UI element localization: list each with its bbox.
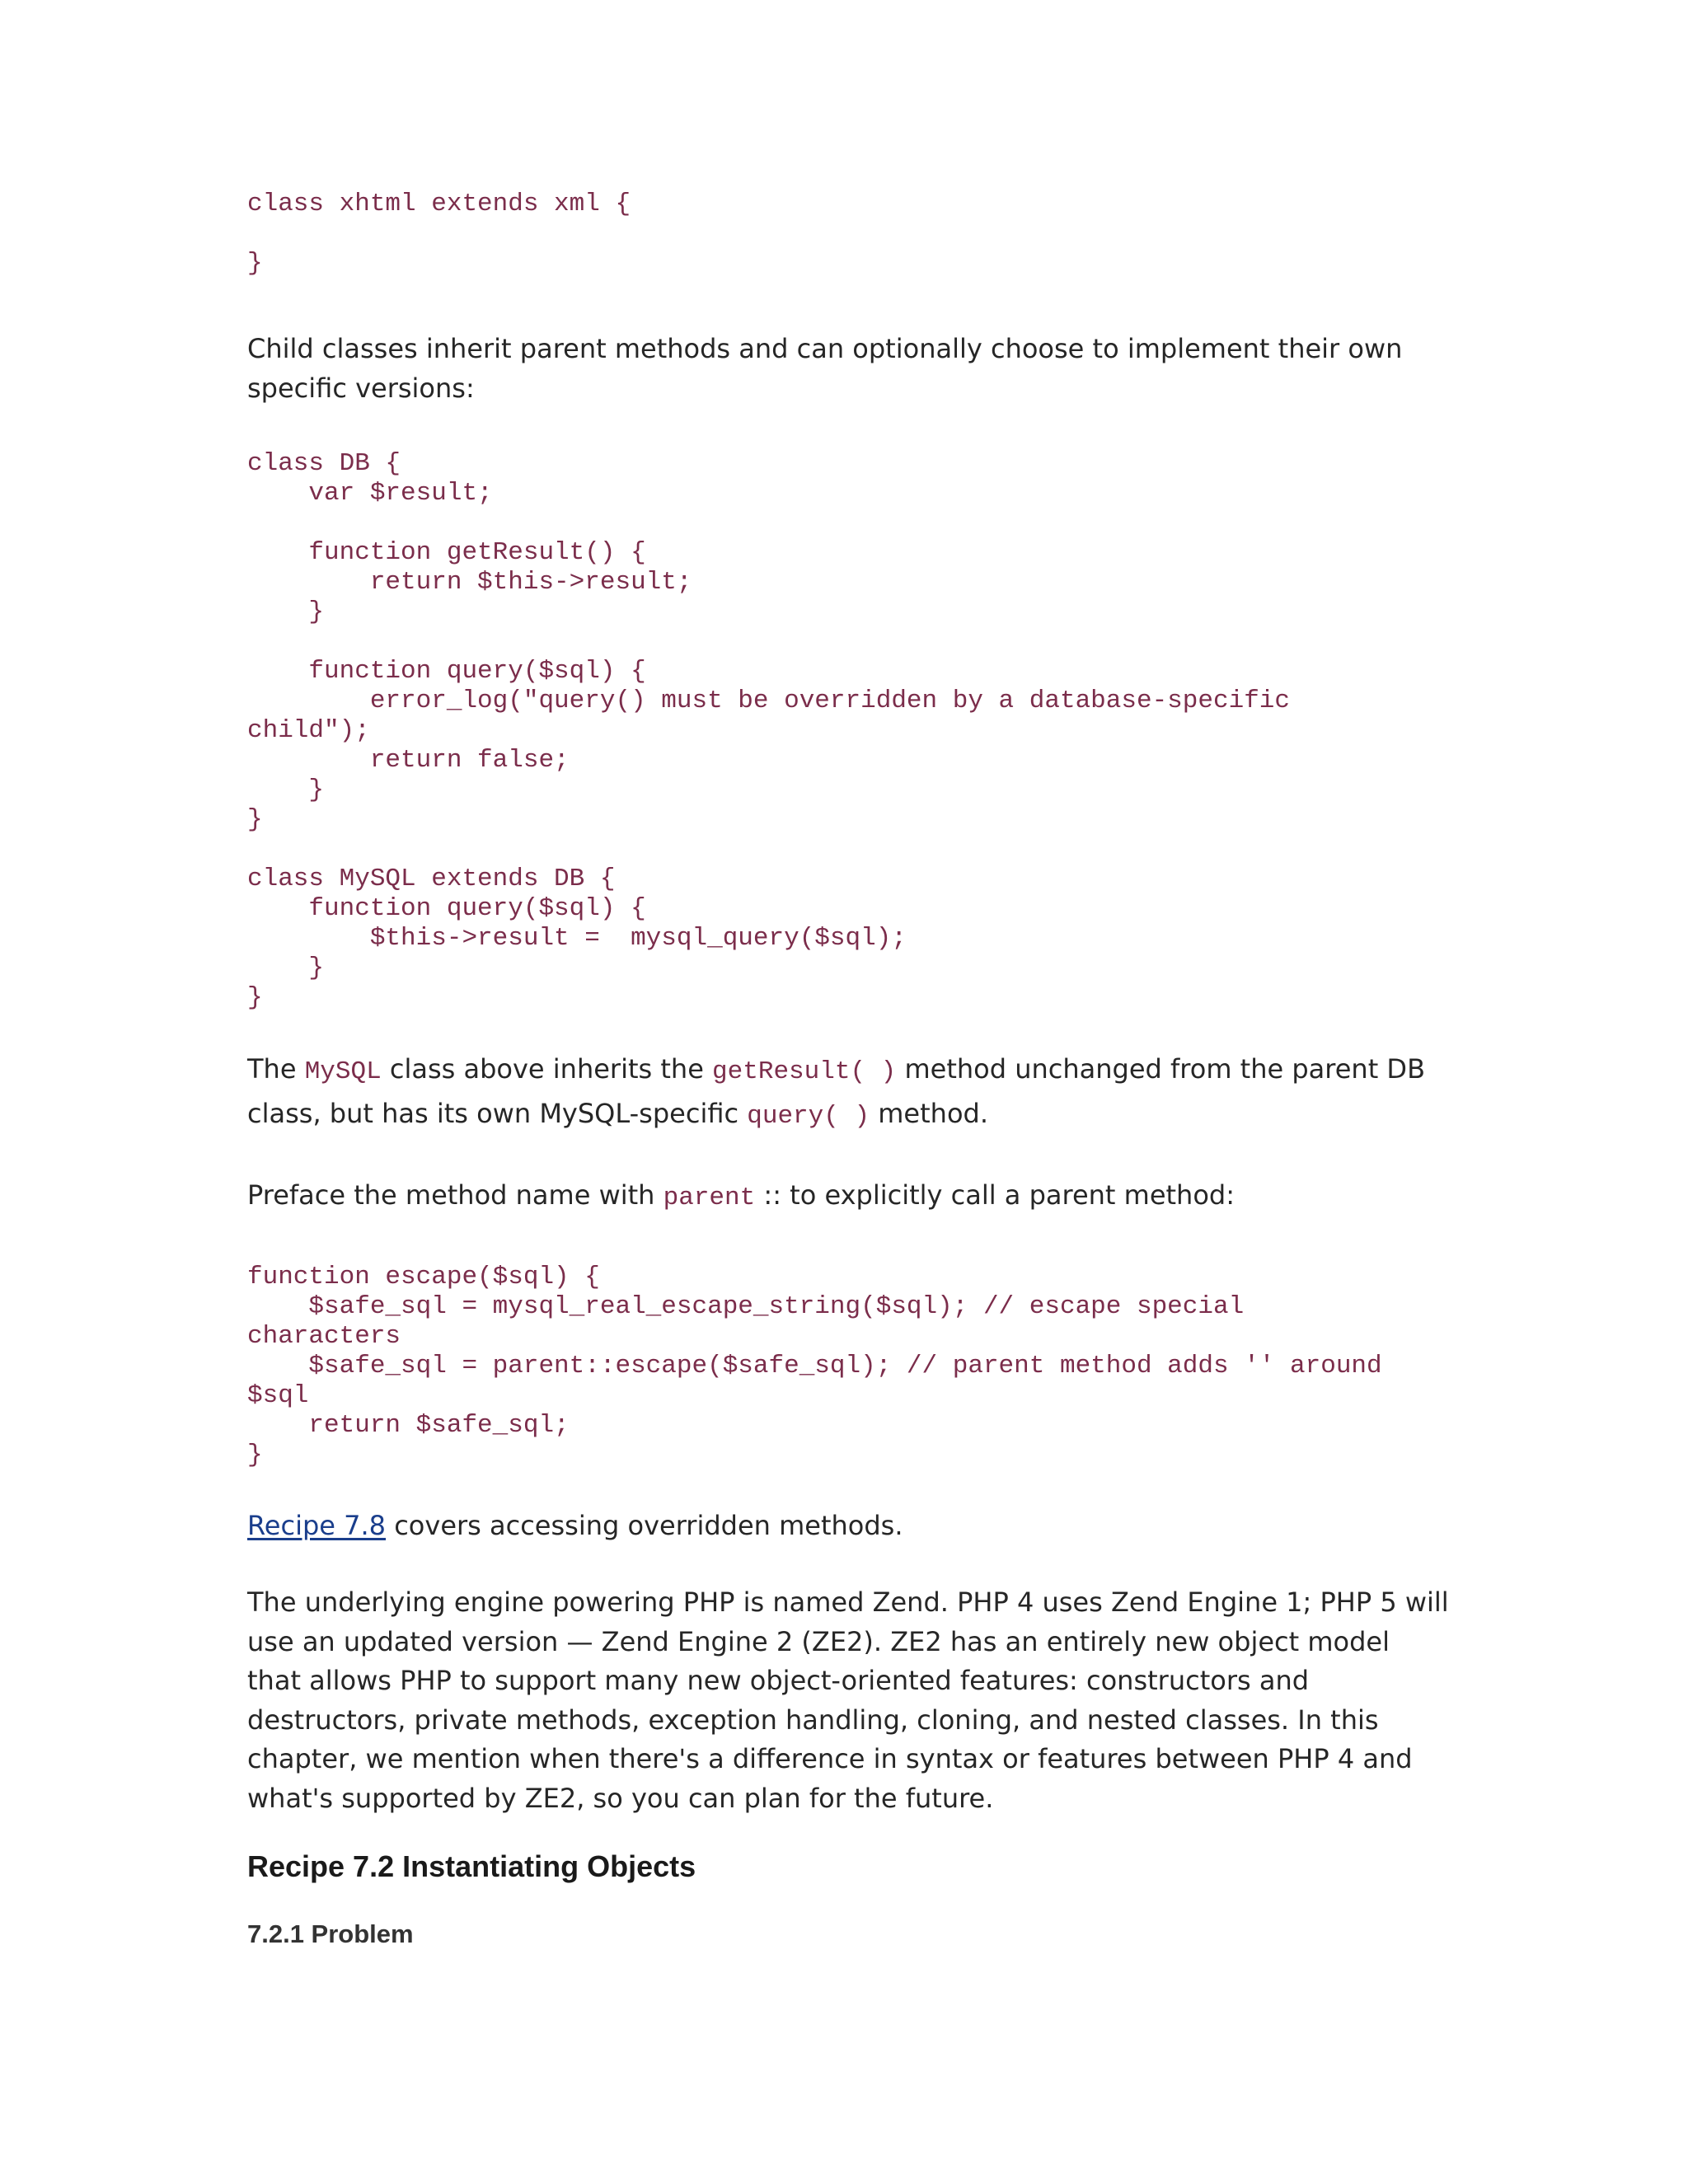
inline-code-parent: parent <box>663 1183 756 1212</box>
text: :: to explicitly call a parent method: <box>755 1179 1235 1211</box>
code-block-escape-function: function escape($sql) { $safe_sql = mysql_real_escape_string($sql); // escape special characters $safe_sql = parent::escape($safe_sql); // parent method adds '' around $sql return $safe_sql; } <box>247 1262 1382 1469</box>
paragraph-zend-engine: The underlying engine powering PHP is named Zend. PHP 4 uses Zend Engine 1; PHP 5 will use an updated version — Zend Engine 2 (ZE2). ZE2 has an entirely new object model that allows PHP to support many new object-oriented features: constructors and destructors, private methods, exception handling, cloning, and nested classes. In this chapter, we mention when there's a difference in syntax or features between PHP 4 and what's supported by ZE2, so you can plan for the future. <box>247 1586 1449 1814</box>
section-heading-recipe-7-2: Recipe 7.2 Instantiating Objects <box>247 1849 696 1883</box>
paragraph-recipe-link <box>247 1507 1451 1546</box>
text: method. <box>870 1098 988 1129</box>
text: method unchanged from the parent DB class, but has its own MySQL-specific <box>247 1053 1426 1129</box>
text: covers accessing overridden methods. <box>386 1509 903 1541</box>
recipe-7-8-link[interactable]: Recipe 7.8 <box>247 1509 387 1541</box>
paragraph-preface-parent <box>247 1176 1451 1218</box>
code-block-db-classes: class DB { var $result; function getResult() { return $this->result; } function query($sql) { error_log("query() must be overridden by a database-specific child"); return false; } } class MySQL extends DB { function query($sql) { $this->result = mysql_query($sql); } } <box>247 449 1291 1012</box>
text: Preface the method name with <box>247 1179 663 1211</box>
text: The <box>247 1053 305 1085</box>
subsection-heading-problem: 7.2.1 Problem <box>247 1919 414 1948</box>
document-page <box>247 190 1451 1951</box>
paragraph-mysql-inherits <box>247 1048 1451 1137</box>
paragraph-child-classes: Child classes inherit parent methods and can optionally choose to implement their own specific versions: <box>247 333 1403 404</box>
text: class above inherits the <box>381 1053 713 1085</box>
inline-code-query: query( ) <box>747 1102 870 1131</box>
code-block-xhtml-class: class xhtml extends xml { } <box>247 190 631 278</box>
inline-code-mysql: MySQL <box>304 1057 382 1086</box>
inline-code-getresult: getResult( ) <box>712 1057 897 1086</box>
